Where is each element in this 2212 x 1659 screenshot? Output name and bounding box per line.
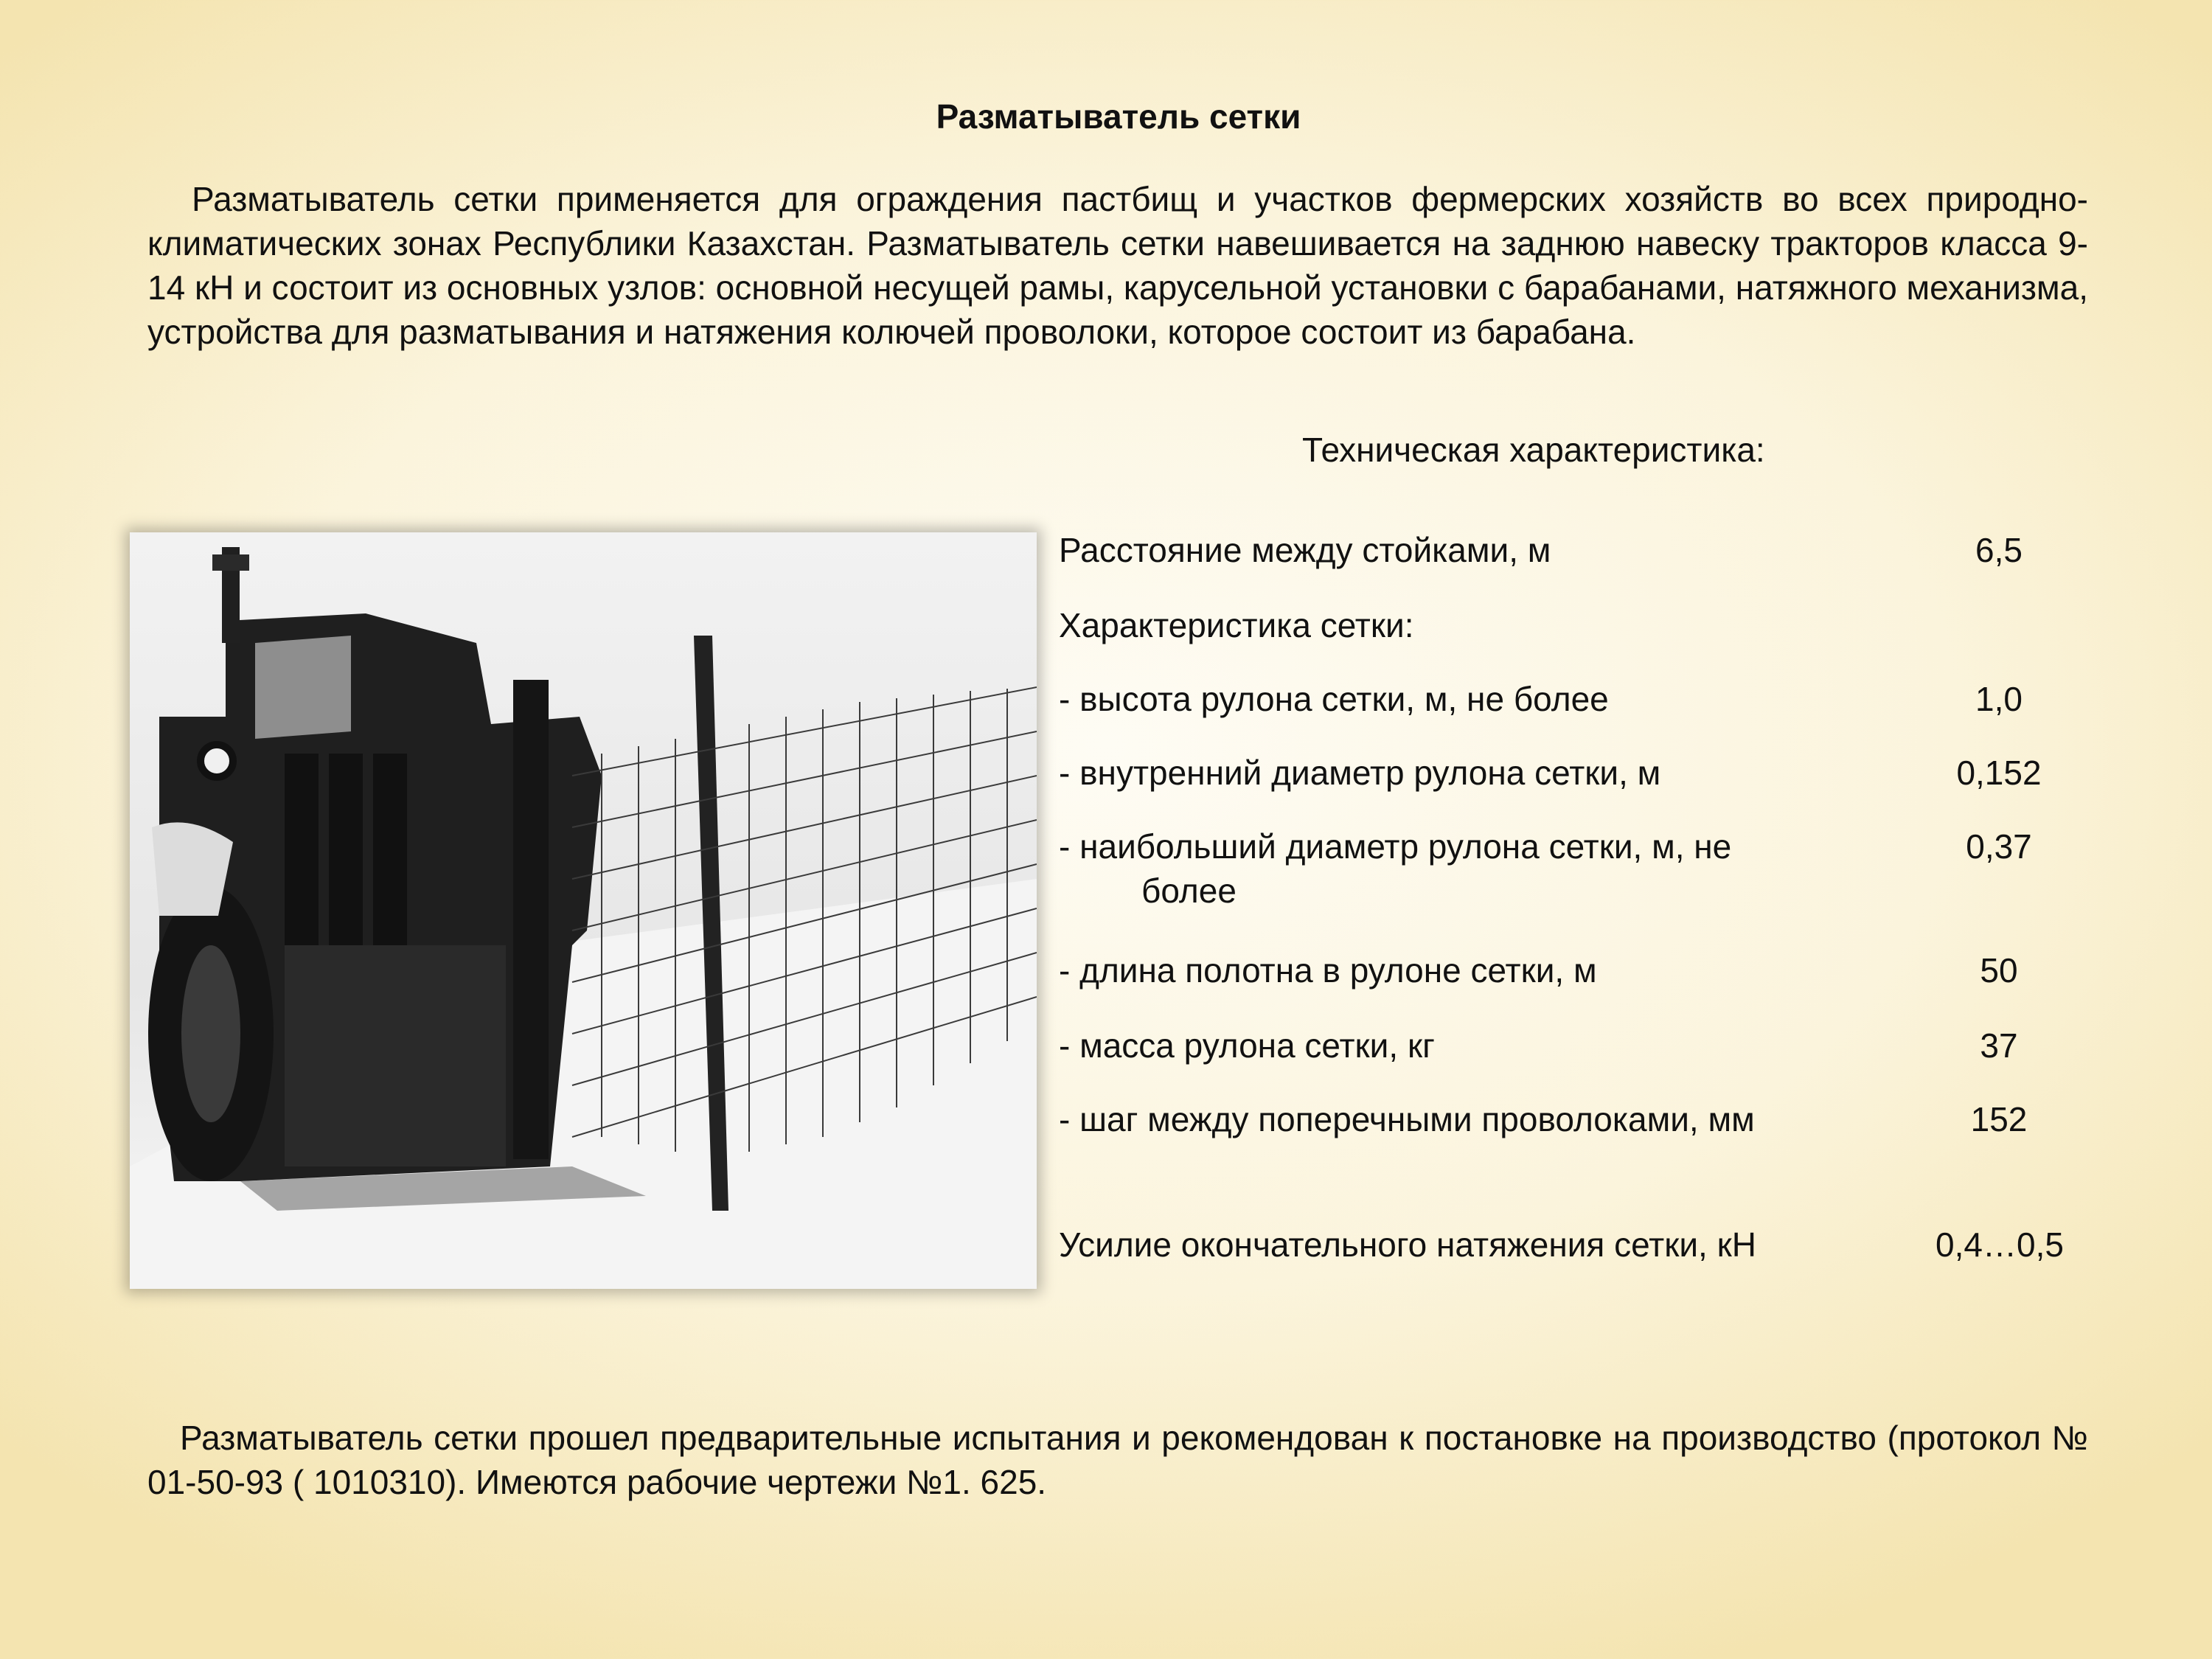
spec-heading: Техническая характеристика: [1302, 431, 1765, 469]
tractor-photo [130, 532, 1037, 1289]
spec-label: - шаг между поперечными проволоками, мм [1059, 1100, 1755, 1138]
spec-label: Расстояние между стойками, м [1059, 531, 1551, 569]
spec-label-continuation: более [1141, 872, 1237, 910]
spec-label: - длина полотна в рулоне сетки, м [1059, 951, 1597, 990]
spec-label-block [1059, 824, 1855, 913]
spec-label: - внутренний диаметр рулона сетки, м [1059, 754, 1661, 792]
footer-paragraph: Разматыватель сетки прошел предварительные испытания и рекомендован к постановке на производство (протокол № 01-50-93 ( 1010310). Имеются рабочие чертежи №1. 625. [147, 1419, 2088, 1501]
spec-label: Усилие окончательного натяжения сетки, кН [1059, 1225, 1756, 1264]
spec-label: - наибольший диаметр рулона сетки, м, не [1059, 827, 1732, 866]
spec-value: 0,37 [1966, 827, 2032, 866]
spec-value: 6,5 [1975, 531, 2023, 569]
spec-list [1059, 0, 2091, 1659]
spec-value: 50 [1980, 951, 2018, 990]
spec-label: - высота рулона сетки, м, не более [1059, 680, 1609, 718]
spec-value: 0,4…0,5 [1935, 1225, 2064, 1264]
spec-value: 37 [1980, 1026, 2018, 1065]
intro-paragraph: Разматыватель сетки применяется для ограждения пастбищ и участков фермерских хозяйств во всех природно-климатических зонах Республики Казахстан. Разматыватель сетки навешивается на заднюю навеску тракторов класса 9-14 кН и состоит из основных узлов: основной несущей рамы, карусельной установки с барабанами, натяжного механизма, устройства для разматывания и натяжения колючей проволоки, которое состоит из барабана. [147, 180, 2088, 351]
spec-value: 152 [1970, 1100, 2028, 1138]
spec-value: 1,0 [1975, 680, 2023, 718]
tractor-photo-image [130, 532, 1037, 1289]
spec-label: Характеристика сетки: [1059, 606, 1414, 644]
page-title: Разматыватель сетки [936, 97, 1301, 136]
spec-label: - масса рулона сетки, кг [1059, 1026, 1435, 1065]
spec-value: 0,152 [1956, 754, 2042, 792]
